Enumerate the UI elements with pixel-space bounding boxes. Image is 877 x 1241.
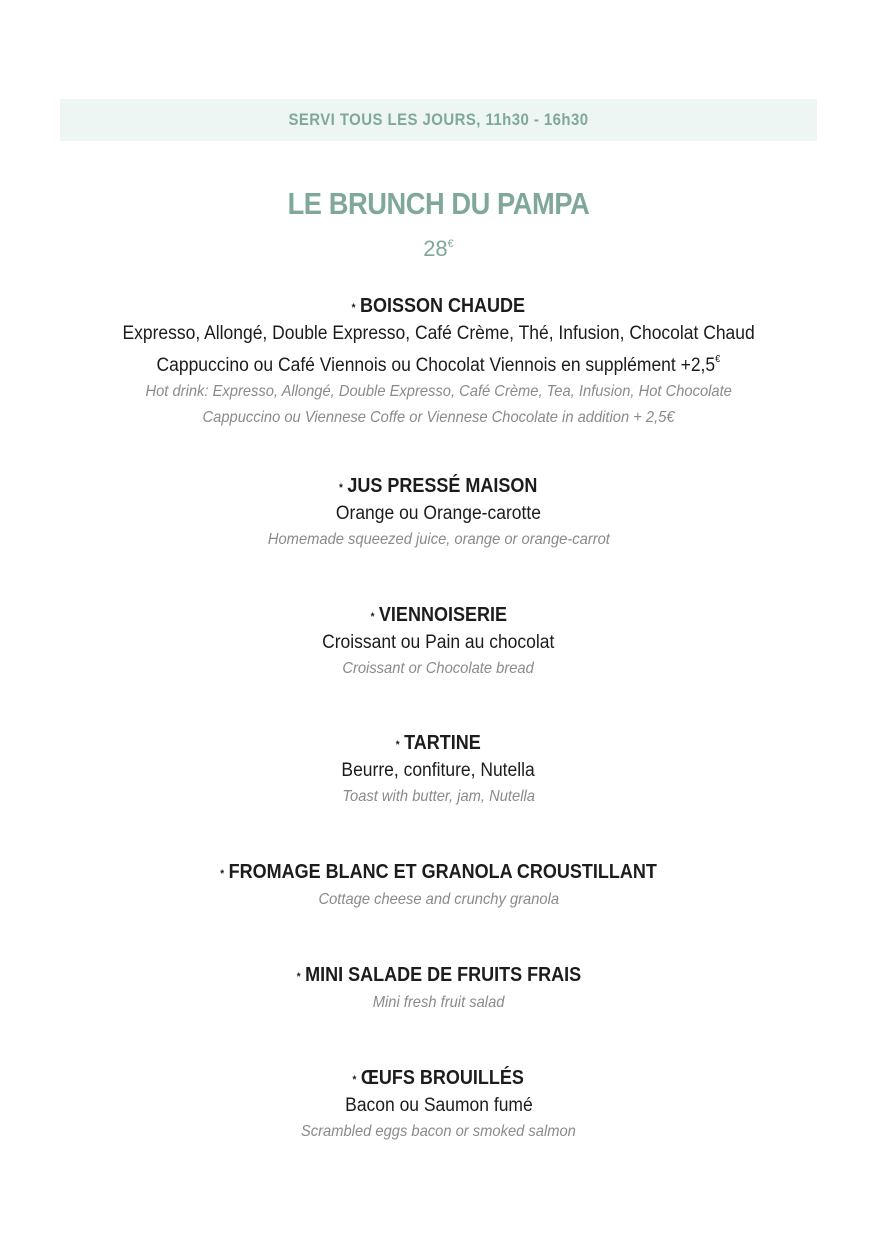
- section-title: [0, 730, 877, 758]
- section-title: [0, 1065, 877, 1093]
- bullet-icon: *: [352, 1074, 357, 1086]
- english-description: [0, 784, 877, 810]
- english-description: [0, 990, 877, 1016]
- french-line: Croissant ou Pain au chocolat: [322, 632, 555, 653]
- section-viennoiserie: [0, 602, 877, 682]
- section-title-text: TARTINE: [404, 732, 482, 754]
- menu-title-text: LE BRUNCH DU PAMPA: [287, 186, 590, 221]
- english-line: Scrambled eggs bacon or smoked salmon: [301, 1123, 576, 1140]
- section-title-text: ŒUFS BROUILLÉS: [361, 1067, 525, 1089]
- english-line: Hot drink: Expresso, Allongé, Double Expresso, Café Crème, Tea, Infusion, Hot Chocolate: [145, 383, 732, 400]
- bullet-icon: *: [220, 868, 225, 880]
- french-description: [0, 501, 877, 527]
- english-line: Mini fresh fruit salad: [372, 994, 505, 1011]
- section-title-text: JUS PRESSÉ MAISON: [347, 475, 538, 497]
- supplement-currency: €: [715, 354, 721, 365]
- english-line: Croissant or Chocolate bread: [342, 660, 535, 677]
- service-hours-text: SERVI TOUS LES JOURS, 11h30 - 16h30: [288, 110, 589, 129]
- english-line: Toast with butter, jam, Nutella: [342, 788, 535, 805]
- price-amount: 28: [423, 236, 448, 261]
- section-jus-presse: [0, 473, 877, 553]
- bullet-icon: *: [351, 302, 356, 314]
- section-fromage-blanc: [0, 859, 877, 913]
- section-title-text: MINI SALADE DE FRUITS FRAIS: [304, 964, 581, 986]
- english-line: Homemade squeezed juice, orange or orange-carrot: [267, 531, 610, 548]
- section-tartine: [0, 730, 877, 810]
- french-description: [0, 758, 877, 784]
- section-oeufs-brouilles: [0, 1065, 877, 1145]
- menu-price: [0, 230, 877, 263]
- price-currency: €: [447, 238, 454, 250]
- french-line: Orange ou Orange-carotte: [335, 503, 542, 524]
- english-line: Cappuccino ou Viennese Coffe or Viennese Chocolate in addition + 2,5€: [202, 409, 675, 426]
- section-boisson-chaude: [0, 293, 877, 431]
- french-description: [0, 1093, 877, 1119]
- french-line: Beurre, confiture, Nutella: [341, 760, 536, 781]
- section-title: [0, 602, 877, 630]
- english-description: [0, 887, 877, 913]
- section-mini-salade: [0, 962, 877, 1016]
- section-title: [0, 859, 877, 887]
- english-description: [0, 656, 877, 682]
- english-description: [0, 379, 877, 405]
- menu-title: [0, 184, 877, 224]
- bullet-icon: *: [395, 739, 400, 751]
- bullet-icon: *: [296, 971, 301, 983]
- section-title: [0, 962, 877, 990]
- french-description: [0, 347, 877, 379]
- english-description: [0, 405, 877, 431]
- french-line: Expresso, Allongé, Double Expresso, Café Crème, Thé, Infusion, Chocolat Chaud: [122, 323, 755, 344]
- section-title-text: VIENNOISERIE: [378, 604, 507, 626]
- french-line: Cappuccino ou Café Viennois ou Chocolat Viennois en supplément +2,5: [156, 355, 716, 376]
- section-title: [0, 473, 877, 501]
- english-description: [0, 527, 877, 553]
- bullet-icon: *: [339, 482, 344, 494]
- section-title: [0, 293, 877, 321]
- french-description: [0, 321, 877, 347]
- english-description: [0, 1119, 877, 1145]
- section-title-text: FROMAGE BLANC ET GRANOLA CROUSTILLANT: [228, 861, 657, 883]
- section-title-text: BOISSON CHAUDE: [360, 295, 526, 317]
- french-line: Bacon ou Saumon fumé: [344, 1095, 533, 1116]
- bullet-icon: *: [370, 611, 375, 623]
- french-description: [0, 630, 877, 656]
- english-line: Cottage cheese and crunchy granola: [318, 891, 559, 908]
- service-hours-banner: [60, 99, 817, 141]
